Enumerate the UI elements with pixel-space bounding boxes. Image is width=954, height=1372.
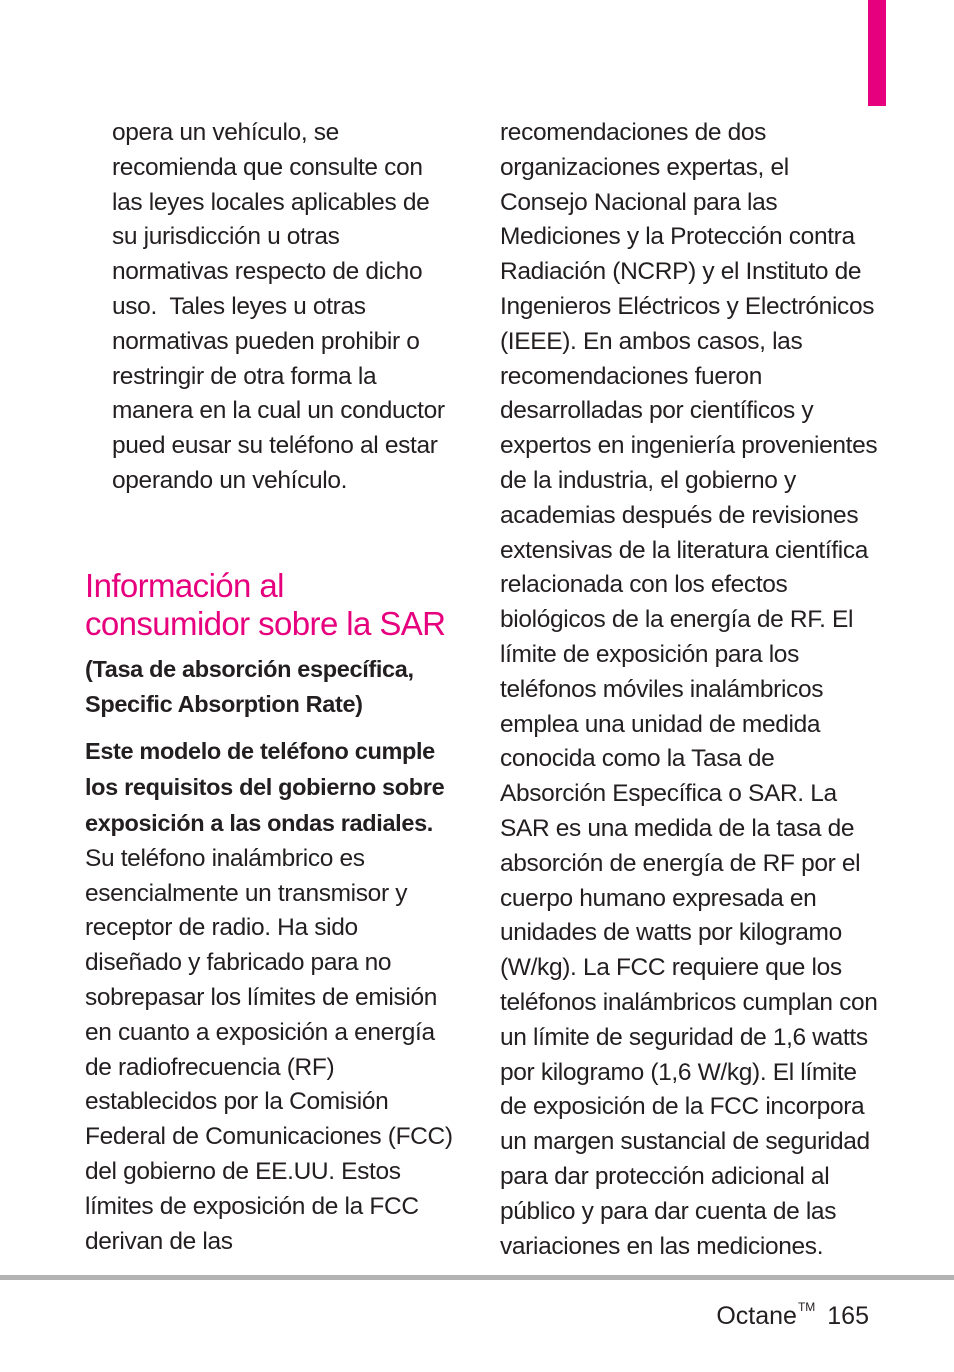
section-edge-tab <box>868 0 886 106</box>
page-number: 165 <box>827 1302 869 1330</box>
page-footer <box>716 1287 869 1336</box>
left-column <box>85 116 453 1259</box>
footer-rule <box>0 1275 954 1280</box>
lead-body-text: Su teléfono inalámbrico es esencialmente un transmisor y receptor de radio. Ha sido diseñado y fabricado para no sobrepasar los límites de emisión en cuanto a exposición a energía de radiofrecuencia (RF) establecidos por la Comisión Federal de Comunicaciones (FCC) del gobierno de EE.UU. Estos límites de exposición de la FCC derivan de las <box>85 844 453 1255</box>
section-subtitle: (Tasa de absorción específica, Specific Absorption Rate) <box>85 655 414 717</box>
lead-bold-text: Este modelo de teléfono cumple los requisitos del gobierno sobre exposición a las ondas radiales. <box>85 738 445 836</box>
sar-intro-paragraph <box>85 734 453 1259</box>
right-column-paragraph: recomendaciones de dos organizaciones expertas, el Consejo Nacional para las Mediciones y la Protección contra Radiación (NCRP) y el Instituto de Ingenieros Eléctricos y Electrónicos (IEEE). En ambos casos, las recomendaciones fueron desarrolladas por científicos y expertos en ingeniería provenientes de la industria, el gobierno y academias después de revisiones extensivas de la literatura científica relacionada con los efectos biológicos de la energía de RF. El límite de exposición para los teléfonos móviles inalámbricos emplea una unidad de medida conocida como la Tasa de Absorción Específica o SAR. La SAR es una medida de la tasa de absorción de energía de RF por el cuerpo humano expresada en unidades de watts por kilogramo (W/kg). La FCC requiere que los teléfonos inalámbricos cumplan con un límite de seguridad de 1,6 watts por kilogramo (1,6 W/kg). El límite de exposición de la FCC incorpora un margen sustancial de seguridad para dar protección adicional al público y para dar cuenta de las variaciones en las mediciones. <box>500 119 878 1260</box>
trademark-mark: TM <box>797 1300 816 1314</box>
right-column <box>500 116 880 1264</box>
section-title: Información al consumidor sobre la SAR <box>85 566 446 643</box>
product-name: Octane <box>716 1302 797 1330</box>
continuation-paragraph: opera un vehículo, se recomienda que consulte con las leyes locales aplicables de su jurisdicción u otras normativas respecto de dicho uso. Tales leyes u otras normativas pueden prohibir o restringir de otra forma la manera en la cual un conductor pued eusar su teléfono al estar operando un vehículo. <box>112 119 445 494</box>
